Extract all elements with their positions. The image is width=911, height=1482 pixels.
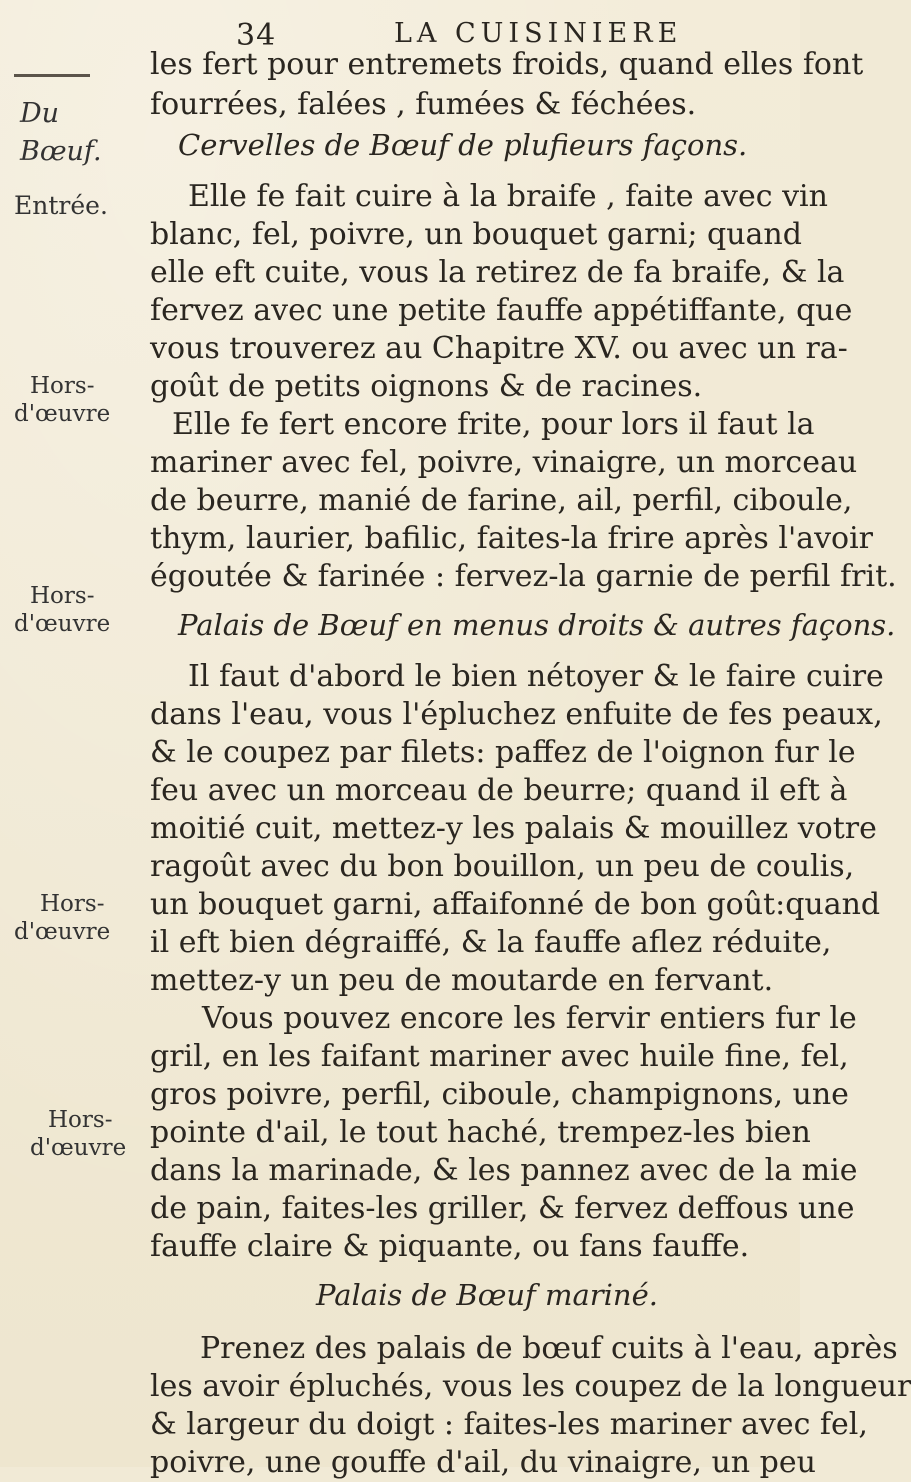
text-line: Elle fe fert encore frite, pour lors il faut la [172,407,815,442]
text-line: mettez-y un peu de moutarde en fervant. [150,963,774,998]
text-line: poivre, une gouffe d'ail, du vinaigre, un peu [150,1445,816,1480]
text-line: dans la marinade, & les pannez avec de la mie [150,1153,858,1188]
text-line: blanc, fel, poivre, un bouquet garni; quand [150,217,802,252]
margin-note-doeuvre-4: d'œuvre [30,1135,127,1161]
text-line: les avoir épluchés, vous les coupez de la longueur [150,1369,911,1404]
text-line: de beurre, manié de farine, ail, perfil, ciboule, [150,483,853,518]
section-heading: Palais de Bœuf en menus droits & autres façons. [178,608,896,642]
text-line: ragoût avec du bon bouillon, un peu de coulis, [150,849,855,884]
text-line: dans l'eau, vous l'épluchez enfuite de fes peaux, [150,697,883,732]
ornamental-rule [14,74,90,77]
text-line: Elle fe fait cuire à la braife , faite avec vin [188,179,828,214]
margin-note-doeuvre-2: d'œuvre [14,611,111,637]
text-line: Vous pouvez encore les fervir entiers fur le [202,1001,857,1036]
text-line: gros poivre, perfil, ciboule, champignons, une [150,1077,849,1112]
text-line: & largeur du doigt : faites-les mariner avec fel, [150,1407,868,1442]
text-line: Prenez des palais de bœuf cuits à l'eau, après [200,1331,898,1366]
text-line: de pain, faites-les griller, & fervez deffous une [150,1191,855,1226]
text-line: les fert pour entremets froids, quand elles font [150,47,864,82]
section-heading: Palais de Bœuf mariné. [316,1278,658,1312]
section-heading: Cervelles de Bœuf de plufieurs façons. [178,128,748,162]
margin-note-doeuvre-1: d'œuvre [14,401,111,427]
text-line: pointe d'ail, le tout haché, trempez-les bien [150,1115,811,1150]
margin-note-doeuvre-3: d'œuvre [14,919,111,945]
page-number: 34 [236,18,277,53]
running-title: LA CUISINIERE [394,18,683,49]
text-line: mariner avec fel, poivre, vinaigre, un morceau [150,445,858,480]
running-head [0,14,800,53]
text-line: vous trouverez au Chapitre XV. ou avec un ra- [150,331,848,366]
text-line: il eft bien dégraiffé, & la fauffe aflez réduite, [150,925,832,960]
text-line: feu avec un morceau de beurre; quand il eft à [150,773,848,808]
text-line: gril, en les faifant mariner avec huile fine, fel, [150,1039,849,1074]
text-line: égoutée & farinée : fervez-la garnie de perfil frit. [150,559,897,594]
text-line: fervez avec une petite fauffe appétiffante, que [150,293,853,328]
text-line: Il faut d'abord le bien nétoyer & le faire cuire [188,659,884,694]
margin-note-boeuf: Bœuf. [20,136,102,167]
margin-note-hors-3: Hors- [40,891,105,917]
text-line: & le coupez par filets: paffez de l'oignon fur le [150,735,856,770]
margin-note-hors-1: Hors- [30,373,95,399]
margin-note-du: Du [20,98,60,129]
text-line: elle eft cuite, vous la retirez de fa braife, & la [150,255,845,290]
text-line: fourrées, falées , fumées & féchées. [150,87,697,122]
margin-note-hors-4: Hors- [48,1107,113,1133]
text-line: goût de petits oignons & de racines. [150,369,703,404]
margin-note-entree: Entrée. [14,191,108,220]
text-line: moitié cuit, mettez-y les palais & mouillez votre [150,811,877,846]
margin-note-hors-2: Hors- [30,583,95,609]
text-line: fauffe claire & piquante, ou fans fauffe. [150,1229,750,1264]
text-line: un bouquet garni, affaifonné de bon goût:quand [150,887,881,922]
text-line: thym, laurier, bafilic, faites-la frire après l'avoir [150,521,874,556]
